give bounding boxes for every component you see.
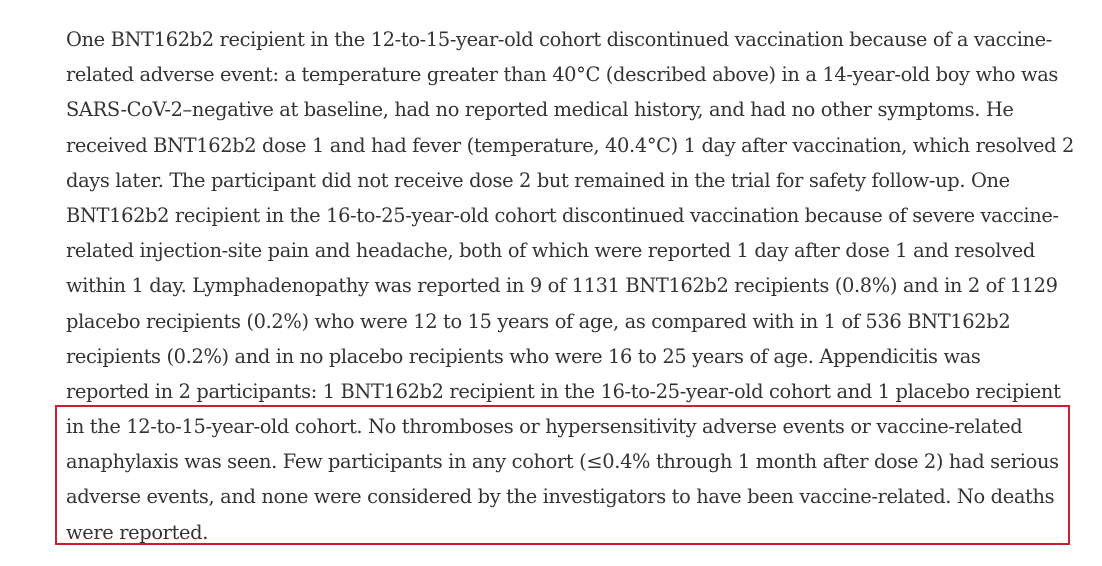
article-paragraph [66, 22, 1075, 550]
highlighted-line: were reported. [66, 520, 209, 544]
paragraph-line: related injection-site pain and headache, both of which were reported 1 day after dose 1 and resolved [66, 239, 1035, 263]
paragraph-line: BNT162b2 recipient in the 16-to-25-year-old cohort discontinued vaccination because of severe vaccine- [66, 203, 1059, 227]
paragraph-line: reported in 2 participants: 1 BNT162b2 recipient in the 16-to-25-year-old cohort and 1 placebo recipient [66, 379, 1061, 403]
paragraph-line: received BNT162b2 dose 1 and had fever (temperature, 40.4°C) 1 day after vaccination, which resolved 2 [66, 133, 1075, 157]
paragraph-line: within 1 day. Lymphadenopathy was reported in 9 of 1131 BNT162b2 recipients (0.8%) and in 2 of 1129 [66, 274, 1058, 298]
highlighted-line: in the 12-to-15-year-old cohort. No thromboses or hypersensitivity adverse events or vaccine-related [66, 415, 1023, 439]
paragraph-line: SARS-CoV-2–negative at baseline, had no reported medical history, and had no other symptoms. He [66, 98, 1014, 122]
paragraph-line: days later. The participant did not receive dose 2 but remained in the trial for safety follow-up. One [66, 168, 1010, 192]
highlighted-line: anaphylaxis was seen. Few participants in any cohort (≤0.4% through 1 month after dose 2) had serious [66, 450, 1059, 474]
paragraph-line: recipients (0.2%) and in no placebo recipients who were 16 to 25 years of age. Appendicitis was [66, 344, 981, 368]
paragraph-line: placebo recipients (0.2%) who were 12 to 15 years of age, as compared with in 1 of 536 BNT162b2 [66, 309, 1011, 333]
paragraph-line: related adverse event: a temperature greater than 40°C (described above) in a 14-year-old boy who was [66, 63, 1059, 87]
paragraph-line: One BNT162b2 recipient in the 12-to-15-year-old cohort discontinued vaccination because of a vaccine- [66, 28, 1053, 51]
highlighted-line: adverse events, and none were considered by the investigators to have been vaccine-related. No deaths [66, 485, 1055, 509]
